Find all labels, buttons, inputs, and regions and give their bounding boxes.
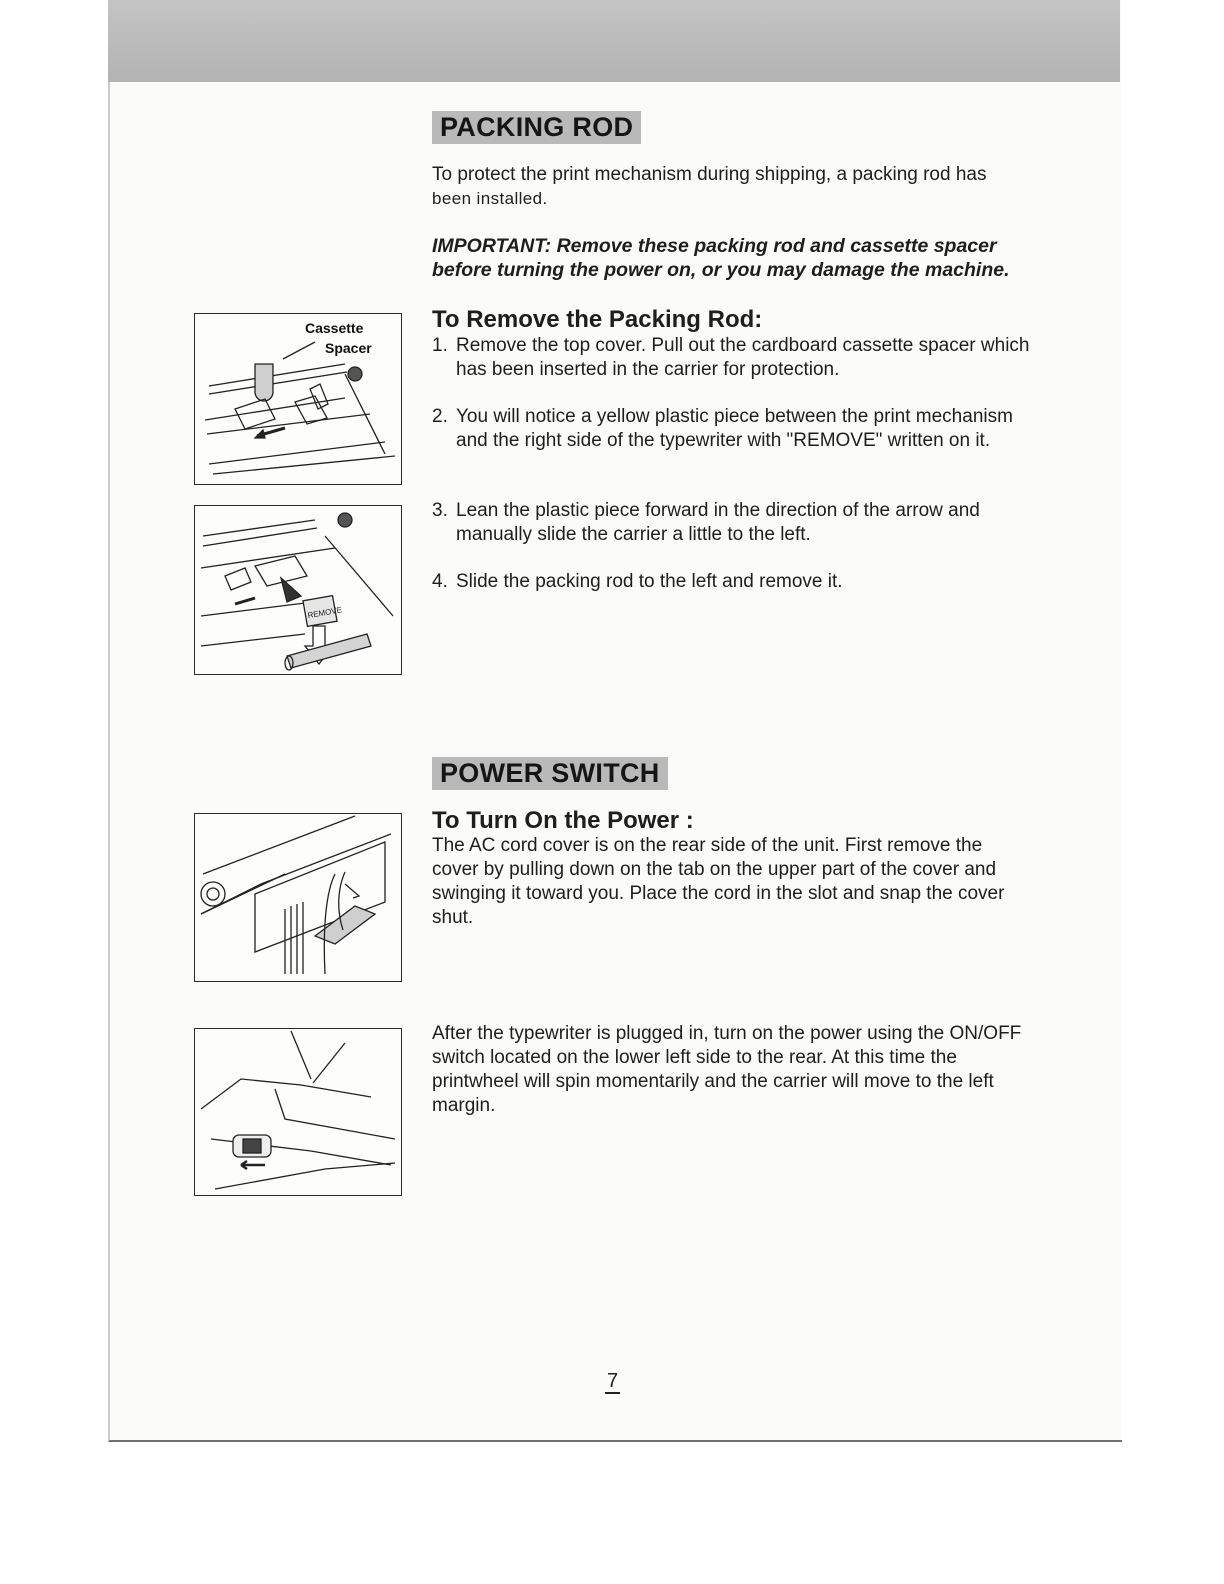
header-band: [108, 0, 1120, 82]
page-sheet: [108, 0, 1122, 1442]
ac-cord-drawing: [195, 814, 401, 981]
packing-rod-removal-illustration: [194, 505, 402, 675]
figure-label-spacer: Spacer: [325, 340, 372, 356]
turn-on-power-subheading: To Turn On the Power :: [432, 807, 694, 834]
step-2: [432, 405, 1032, 453]
important-line-2: before turning the power on, or you may damage the machine.: [432, 259, 1010, 281]
packing-rod-drawing: [195, 506, 401, 674]
important-warning: [432, 234, 1032, 282]
packing-rod-intro: [432, 163, 1032, 211]
step-4: [432, 570, 1032, 594]
cassette-spacer-illustration: [194, 313, 402, 485]
step-number: 3.: [432, 500, 448, 521]
step-1: [432, 334, 1032, 382]
intro-line-1: To protect the print mechanism during shipping, a packing rod has: [432, 164, 987, 185]
step-number: 2.: [432, 406, 448, 427]
power-switch-heading: POWER SWITCH: [432, 757, 668, 790]
cassette-spacer-drawing: [195, 314, 401, 484]
step-3: [432, 499, 1032, 547]
power-paragraph-2: After the typewriter is plugged in, turn on the power using the ON/OFF switch located on the lower left side to the rear. At this time the printwheel will spin momentarily and the carrier will move to the left margin.: [432, 1023, 1022, 1116]
important-line-1: IMPORTANT: Remove these packing rod and cassette spacer: [432, 235, 997, 257]
step-text: You will notice a yellow plastic piece between the print mechanism and the right side of the typewriter with "REMOVE" written on it.: [456, 406, 1013, 451]
step-text: Slide the packing rod to the left and remove it.: [456, 571, 843, 592]
remove-packing-rod-subheading: To Remove the Packing Rod:: [432, 306, 763, 333]
figure-label-cassette: Cassette: [305, 320, 364, 336]
intro-line-2: been installed.: [432, 189, 548, 208]
step-text: Lean the plastic piece forward in the direction of the arrow and manually slide the carrier a little to the left.: [456, 500, 980, 545]
power-switch-drawing: [195, 1029, 401, 1195]
power-switch-illustration: [194, 1028, 402, 1196]
step-text: Remove the top cover. Pull out the cardboard cassette spacer which has been inserted in the carrier for protection.: [456, 335, 1030, 380]
step-number: 4.: [432, 571, 448, 592]
power-paragraph-1: The AC cord cover is on the rear side of the unit. First remove the cover by pulling down on the tab on the upper part of the cover and swinging it toward you. Place the cord in the slot and snap the cover shut.: [432, 835, 1005, 928]
remove-tag-label: REMOVE: [306, 605, 343, 621]
page-number: 7: [607, 1370, 619, 1392]
packing-rod-heading: PACKING ROD: [432, 111, 641, 144]
step-number: 1.: [432, 335, 448, 356]
ac-cord-cover-illustration: [194, 813, 402, 982]
